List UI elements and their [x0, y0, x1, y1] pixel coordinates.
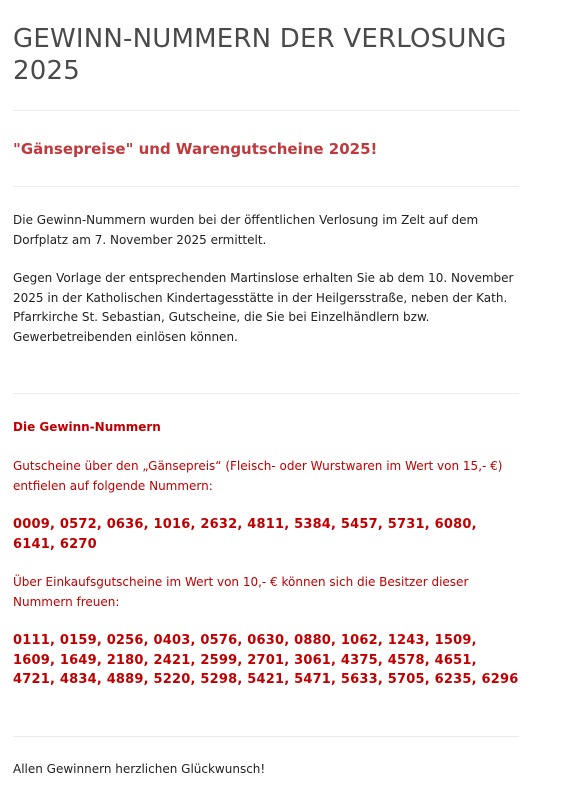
- intro-paragraph-1: Die Gewinn-Nummern wurden bei der öffentlichen Verlosung im Zelt auf dem Dorfplatz am 7. November 2025 ermittelt.: [13, 213, 479, 247]
- divider: [13, 736, 519, 737]
- divider: [13, 186, 519, 187]
- einkaufsgutschein-numbers: 0111, 0159, 0256, 0403, 0576, 0630, 0880, 1062, 1243, 1509, 1609, 1649, 2180, 2421, 2599, 2701, 3061, 4375, 4578, 4651, 4721, 4834, 4889, 5220, 5298, 5421, 5471, 5633, 5705, 6235, 6296: [13, 633, 519, 687]
- section-heading: Die Gewinn-Nummern: [13, 420, 161, 434]
- closing-text: Allen Gewinnern herzlichen Glückwunsch!: [13, 762, 266, 776]
- gaensepreis-numbers: 0009, 0572, 0636, 1016, 2632, 4811, 5384, 5457, 5731, 6080, 6141, 6270: [13, 517, 477, 552]
- page-title: GEWINN-NUMMERN DER VERLOSUNG 2025: [13, 24, 507, 86]
- subtitle: "Gänsepreise" und Warengutscheine 2025!: [13, 140, 378, 158]
- gaensepreis-text: Gutscheine über den „Gänsepreis“ (Fleisch- oder Wurstwaren im Wert von 15,- €) entfielen auf folgende Nummern:: [13, 459, 503, 493]
- divider: [13, 110, 519, 111]
- divider: [13, 393, 519, 394]
- intro-paragraph-2: Gegen Vorlage der entsprechenden Martinslose erhalten Sie ab dem 10. November 2025 in der Katholischen Kindertagesstätte in der Heilgersstraße, neben der Kath. Pfarrkirche St. Sebastian, Gutscheine, die Sie bei Einzelhändlern bzw. Gewerbetreibenden einlösen können.: [13, 271, 514, 344]
- einkaufsgutschein-text: Über Einkaufsgutscheine im Wert von 10,- € können sich die Besitzer dieser Nummern freuen:: [13, 575, 469, 609]
